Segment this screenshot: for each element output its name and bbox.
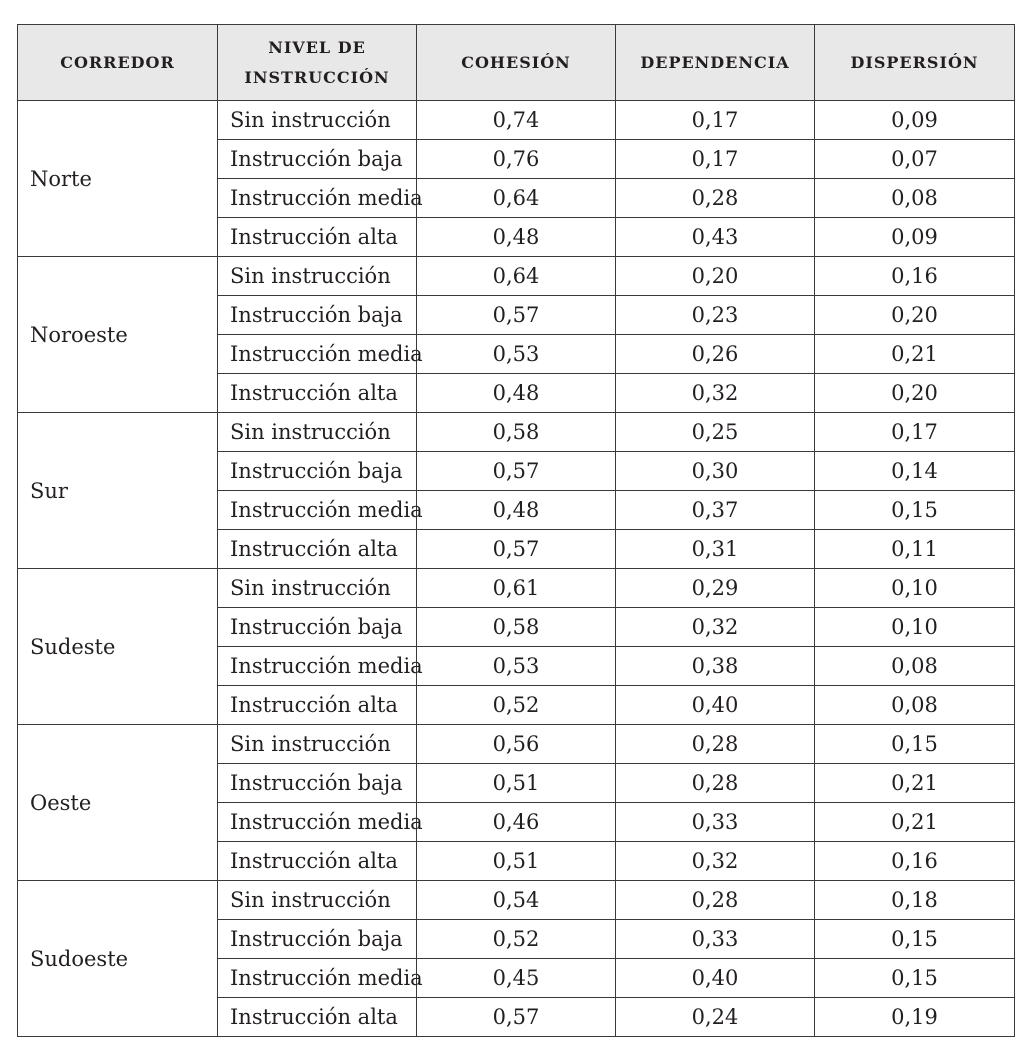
- dependencia-cell: 0,29: [616, 569, 815, 608]
- dispersion-cell: 0,08: [815, 647, 1015, 686]
- table-row: [18, 413, 1015, 452]
- dependencia-cell: 0,23: [616, 296, 815, 335]
- header-row: [18, 25, 1015, 101]
- nivel-cell: Instrucción alta: [218, 374, 417, 413]
- cohesion-cell: 0,57: [417, 452, 616, 491]
- dispersion-cell: 0,17: [815, 413, 1015, 452]
- cohesion-cell: 0,56: [417, 725, 616, 764]
- nivel-cell: Instrucción baja: [218, 608, 417, 647]
- cohesion-cell: 0,64: [417, 257, 616, 296]
- nivel-cell: Instrucción alta: [218, 530, 417, 569]
- cohesion-cell: 0,61: [417, 569, 616, 608]
- cohesion-cell: 0,52: [417, 686, 616, 725]
- table-row: [18, 725, 1015, 764]
- dispersion-cell: 0,21: [815, 764, 1015, 803]
- cohesion-cell: 0,46: [417, 803, 616, 842]
- nivel-cell: Sin instrucción: [218, 569, 417, 608]
- nivel-cell: Instrucción media: [218, 179, 417, 218]
- cohesion-cell: 0,45: [417, 959, 616, 998]
- nivel-cell: Instrucción baja: [218, 452, 417, 491]
- cohesion-cell: 0,58: [417, 413, 616, 452]
- dispersion-cell: 0,21: [815, 803, 1015, 842]
- table-row: [18, 881, 1015, 920]
- nivel-cell: Sin instrucción: [218, 257, 417, 296]
- corredor-cell: Sudeste: [18, 569, 218, 725]
- nivel-cell: Instrucción baja: [218, 764, 417, 803]
- corredor-cell: Sur: [18, 413, 218, 569]
- dispersion-cell: 0,19: [815, 998, 1015, 1037]
- dependencia-cell: 0,26: [616, 335, 815, 374]
- nivel-cell: Instrucción baja: [218, 140, 417, 179]
- dispersion-cell: 0,16: [815, 257, 1015, 296]
- dependencia-cell: 0,30: [616, 452, 815, 491]
- nivel-cell: Instrucción alta: [218, 842, 417, 881]
- header-nivel-line2: INSTRUCCIÓN: [244, 67, 390, 87]
- cohesion-cell: 0,53: [417, 335, 616, 374]
- dispersion-cell: 0,15: [815, 725, 1015, 764]
- dispersion-cell: 0,16: [815, 842, 1015, 881]
- data-table: [17, 24, 1015, 1037]
- corredor-cell: Sudoeste: [18, 881, 218, 1037]
- dependencia-cell: 0,33: [616, 920, 815, 959]
- cohesion-cell: 0,57: [417, 530, 616, 569]
- cohesion-cell: 0,76: [417, 140, 616, 179]
- dependencia-cell: 0,40: [616, 959, 815, 998]
- header-cohesion: COHESIÓN: [417, 25, 616, 101]
- dispersion-cell: 0,09: [815, 101, 1015, 140]
- dispersion-cell: 0,08: [815, 179, 1015, 218]
- nivel-cell: Instrucción baja: [218, 296, 417, 335]
- dependencia-cell: 0,32: [616, 608, 815, 647]
- dispersion-cell: 0,10: [815, 569, 1015, 608]
- nivel-cell: Instrucción media: [218, 335, 417, 374]
- dependencia-cell: 0,32: [616, 374, 815, 413]
- corredor-cell: Noroeste: [18, 257, 218, 413]
- table-row: [18, 569, 1015, 608]
- header-dependencia: DEPENDENCIA: [616, 25, 815, 101]
- header-nivel-instruccion: [218, 25, 417, 101]
- nivel-cell: Sin instrucción: [218, 413, 417, 452]
- dependencia-cell: 0,37: [616, 491, 815, 530]
- table-container: [17, 24, 1014, 1037]
- cohesion-cell: 0,54: [417, 881, 616, 920]
- corredor-cell: Oeste: [18, 725, 218, 881]
- dependencia-cell: 0,28: [616, 764, 815, 803]
- nivel-cell: Instrucción alta: [218, 998, 417, 1037]
- dependencia-cell: 0,24: [616, 998, 815, 1037]
- dispersion-cell: 0,15: [815, 959, 1015, 998]
- dispersion-cell: 0,10: [815, 608, 1015, 647]
- dispersion-cell: 0,20: [815, 296, 1015, 335]
- dependencia-cell: 0,43: [616, 218, 815, 257]
- nivel-cell: Instrucción media: [218, 647, 417, 686]
- corredor-cell: Norte: [18, 101, 218, 257]
- dependencia-cell: 0,28: [616, 725, 815, 764]
- dependencia-cell: 0,25: [616, 413, 815, 452]
- dispersion-cell: 0,18: [815, 881, 1015, 920]
- cohesion-cell: 0,64: [417, 179, 616, 218]
- cohesion-cell: 0,51: [417, 842, 616, 881]
- nivel-cell: Instrucción media: [218, 803, 417, 842]
- dispersion-cell: 0,11: [815, 530, 1015, 569]
- dispersion-cell: 0,07: [815, 140, 1015, 179]
- table-body: [18, 101, 1015, 1037]
- dispersion-cell: 0,14: [815, 452, 1015, 491]
- header-nivel-line1: NIVEL DE: [268, 37, 366, 57]
- nivel-cell: Instrucción baja: [218, 920, 417, 959]
- table-header: [18, 25, 1015, 101]
- table-row: [18, 257, 1015, 296]
- dispersion-cell: 0,20: [815, 374, 1015, 413]
- nivel-cell: Instrucción media: [218, 491, 417, 530]
- dependencia-cell: 0,38: [616, 647, 815, 686]
- dependencia-cell: 0,17: [616, 101, 815, 140]
- dispersion-cell: 0,15: [815, 920, 1015, 959]
- dependencia-cell: 0,40: [616, 686, 815, 725]
- nivel-cell: Instrucción media: [218, 959, 417, 998]
- header-corredor: CORREDOR: [18, 25, 218, 101]
- cohesion-cell: 0,48: [417, 374, 616, 413]
- dependencia-cell: 0,28: [616, 881, 815, 920]
- cohesion-cell: 0,58: [417, 608, 616, 647]
- dependencia-cell: 0,17: [616, 140, 815, 179]
- cohesion-cell: 0,53: [417, 647, 616, 686]
- cohesion-cell: 0,51: [417, 764, 616, 803]
- dispersion-cell: 0,09: [815, 218, 1015, 257]
- cohesion-cell: 0,48: [417, 218, 616, 257]
- nivel-cell: Instrucción alta: [218, 686, 417, 725]
- cohesion-cell: 0,57: [417, 998, 616, 1037]
- cohesion-cell: 0,52: [417, 920, 616, 959]
- dependencia-cell: 0,28: [616, 179, 815, 218]
- cohesion-cell: 0,48: [417, 491, 616, 530]
- dispersion-cell: 0,08: [815, 686, 1015, 725]
- nivel-cell: Sin instrucción: [218, 881, 417, 920]
- cohesion-cell: 0,57: [417, 296, 616, 335]
- dispersion-cell: 0,15: [815, 491, 1015, 530]
- dispersion-cell: 0,21: [815, 335, 1015, 374]
- dependencia-cell: 0,20: [616, 257, 815, 296]
- dependencia-cell: 0,33: [616, 803, 815, 842]
- nivel-cell: Sin instrucción: [218, 101, 417, 140]
- table-row: [18, 101, 1015, 140]
- cohesion-cell: 0,74: [417, 101, 616, 140]
- nivel-cell: Instrucción alta: [218, 218, 417, 257]
- dependencia-cell: 0,31: [616, 530, 815, 569]
- nivel-cell: Sin instrucción: [218, 725, 417, 764]
- header-dispersion: DISPERSIÓN: [815, 25, 1015, 101]
- dependencia-cell: 0,32: [616, 842, 815, 881]
